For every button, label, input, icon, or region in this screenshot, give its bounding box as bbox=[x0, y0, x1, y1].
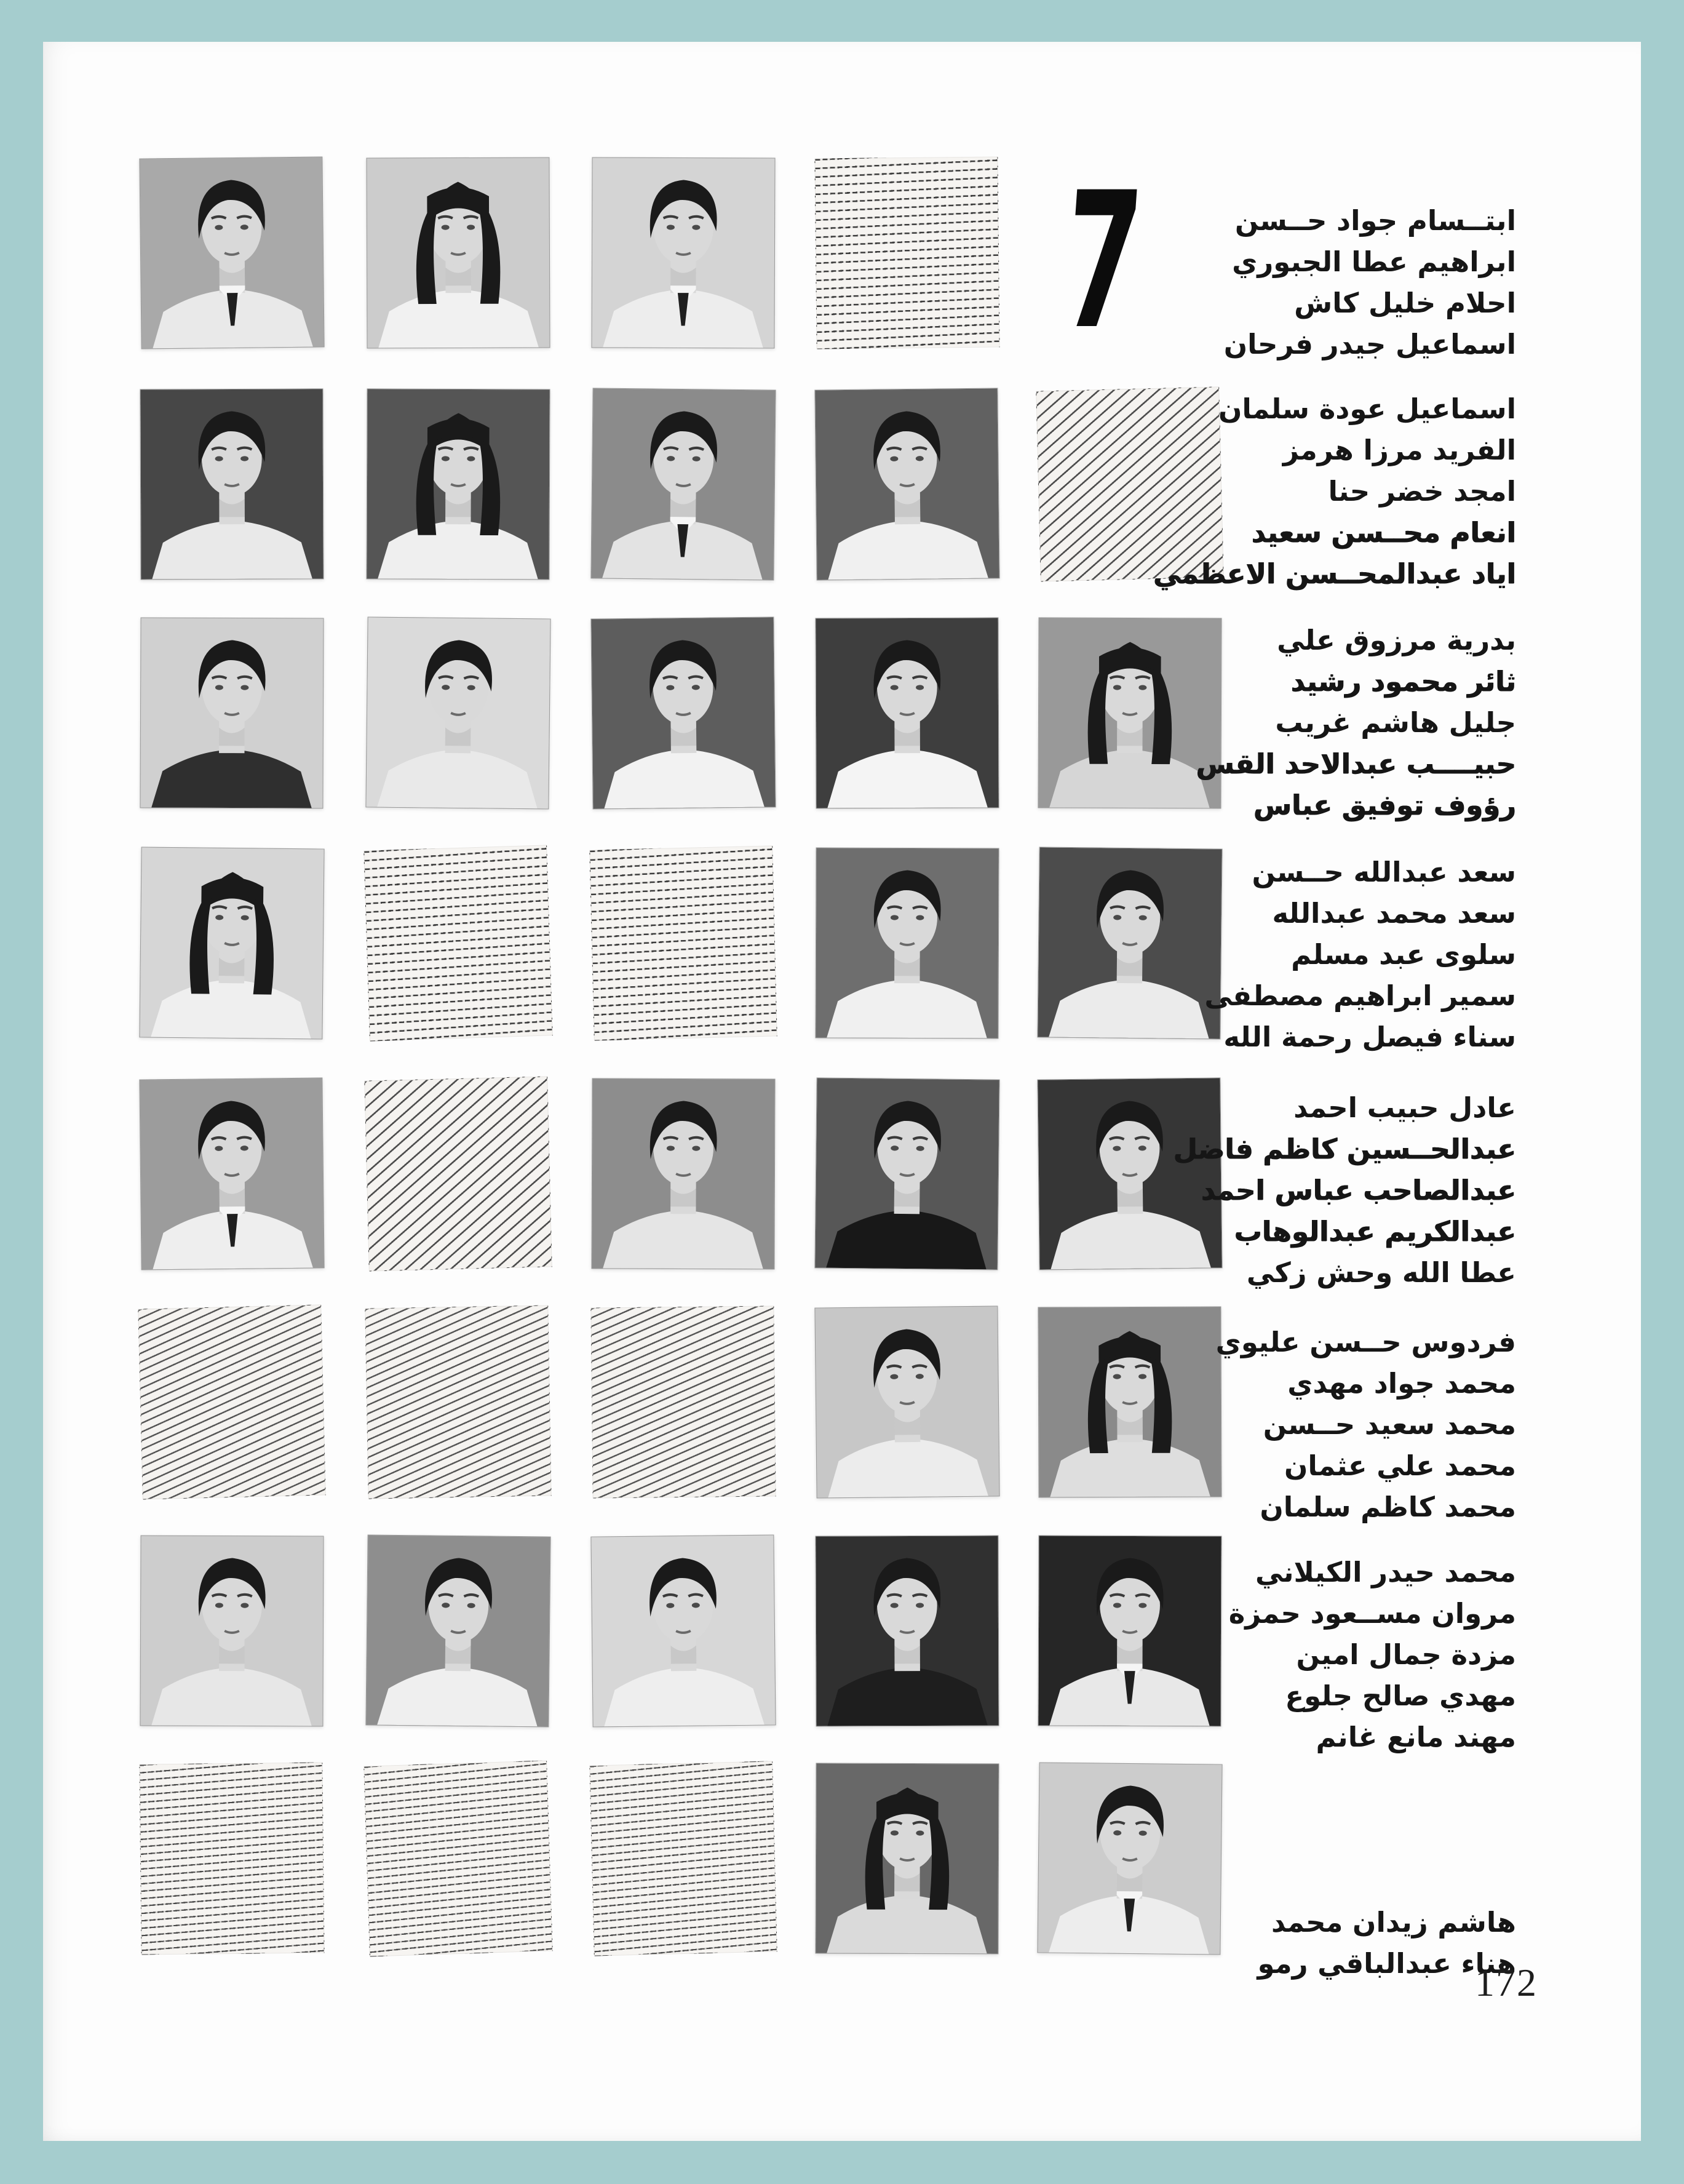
page-number: 172 bbox=[1475, 1961, 1538, 2004]
name-list bbox=[938, 1321, 1516, 1528]
student-name: سعد عبدالله حــسن bbox=[1252, 856, 1516, 888]
student-name: بدرية مرزوق علي bbox=[1277, 624, 1516, 656]
student-name: اياد عبدالمحــسن الاعظمي bbox=[1153, 557, 1516, 590]
student-name: سلوى عبد مسلم bbox=[1291, 938, 1516, 971]
name-list bbox=[938, 1902, 1516, 1984]
student-name: اسماعيل عودة سلمان bbox=[1218, 393, 1516, 425]
student-name: حبيــــب عبدالاحد القس bbox=[1196, 747, 1516, 780]
student-name: عادل حبيب احمد bbox=[1293, 1091, 1516, 1124]
student-name: امجد خضر حنا bbox=[1328, 475, 1516, 508]
student-name: عطا الله وحش زكي bbox=[1246, 1256, 1516, 1289]
student-name: هاشم زيدان محمد bbox=[1271, 1906, 1516, 1939]
name-list bbox=[938, 1552, 1516, 1758]
student-name: ابتــسام جواد حــسن bbox=[1234, 204, 1516, 237]
student-name: مروان مســعود حمزة bbox=[1228, 1597, 1516, 1630]
student-name: جليل هاشم غريب bbox=[1275, 706, 1516, 739]
student-name: محمد جواد مهدي bbox=[1287, 1367, 1516, 1400]
student-name: سعد محمد عبدالله bbox=[1272, 897, 1516, 930]
student-name: محمد كاظم سلمان bbox=[1260, 1491, 1516, 1523]
name-list bbox=[938, 200, 1516, 365]
section-number: 7 bbox=[1057, 152, 1148, 370]
student-name: ابراهيم عطا الجبوري bbox=[1232, 245, 1516, 278]
student-name: انعام محــسن سعيد bbox=[1251, 516, 1516, 549]
name-list bbox=[938, 388, 1516, 594]
student-name: محمد علي عثمان bbox=[1284, 1449, 1516, 1482]
student-name: ثائر محمود رشيد bbox=[1290, 665, 1516, 698]
student-name: رؤوف توفيق عباس bbox=[1253, 789, 1516, 821]
student-name: محمد سعيد حــسن bbox=[1263, 1408, 1516, 1441]
student-name: الفريد مرزا هرمز bbox=[1282, 434, 1516, 466]
student-name: عبدالصاحب عباس احمد bbox=[1201, 1174, 1516, 1206]
student-name: مهند مانع غانم bbox=[1316, 1721, 1516, 1753]
student-name: هناء عبدالباقي رمو bbox=[1257, 1947, 1516, 1980]
student-name: احلام خليل كاش bbox=[1294, 287, 1516, 319]
name-list bbox=[938, 851, 1516, 1058]
name-list bbox=[938, 620, 1516, 826]
name-list bbox=[938, 1087, 1516, 1293]
student-name: فردوس حــسن عليوي bbox=[1215, 1326, 1516, 1358]
student-name: سناء فيصل رحمة الله bbox=[1223, 1021, 1516, 1053]
student-name: مزدة جمال امين bbox=[1296, 1638, 1516, 1671]
student-name: عبدالحــسين كاظم فاضل bbox=[1173, 1133, 1516, 1165]
student-name: مهدي صالح جلوع bbox=[1285, 1680, 1516, 1712]
student-name: عبدالكريم عبدالوهاب bbox=[1234, 1215, 1516, 1248]
student-name: سمير ابراهيم مصطفى bbox=[1204, 979, 1516, 1012]
student-name: اسماعيل جيدر فرحان bbox=[1223, 328, 1516, 361]
student-name: محمد حيدر الكيلاني bbox=[1255, 1556, 1516, 1588]
